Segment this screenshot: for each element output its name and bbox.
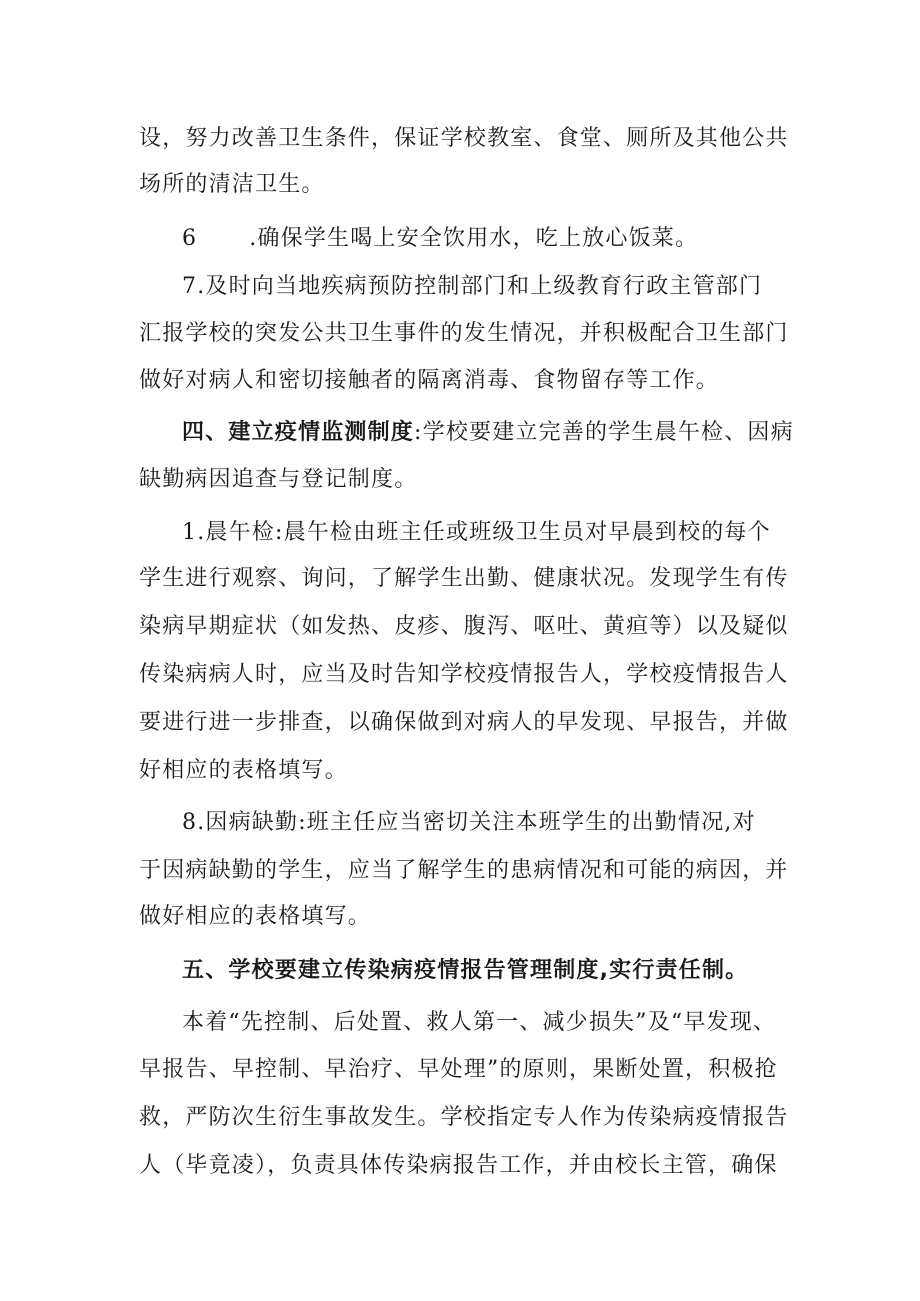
paragraph-line: 设，努力改善卫生条件，保证学校教室、食堂、厕所及其他公共 (139, 126, 789, 151)
item-6-line (182, 224, 862, 254)
paragraph-line: 早报告、早控制、早治疗、早处理”的原则，果断处置，积极抢 (139, 1057, 778, 1082)
section-five-heading: 五、学校要建立传染病疫情报告管理制度,实行责任制。 (182, 958, 749, 983)
paragraph-line: 传染病病人时，应当及时告知学校疫情报告人，学校疫情报告人 (139, 662, 789, 687)
section-four-heading-line (182, 418, 862, 448)
paragraph-line: 汇报学校的突发公共卫生事件的发生情况，并积极配合卫生部门 (139, 321, 789, 346)
paragraph-line: 染病早期症状（如发热、皮疹、腹泻、呕吐、黄疸等）以及疑似 (139, 614, 789, 639)
paragraph-line: 1.晨午检:晨午检由班主任或班级卫生员对早晨到校的每个 (182, 520, 771, 545)
paragraph-line: 做好对病人和密切接触者的隔离消毒、食物留存等工作。 (139, 368, 720, 393)
paragraph-line: 做好相应的表格填写。 (139, 904, 372, 929)
paragraph-line: 缺勤病因追查与登记制度。 (139, 467, 418, 492)
item-text: .确保学生喝上安全饮用水，吃上放心饭菜。 (249, 226, 699, 251)
paragraph-line: 8.因病缺勤:班主任应当密切关注本班学生的出勤情况,对 (182, 810, 756, 835)
paragraph-line: 学生进行观察、询问，了解学生出勤、健康状况。发现学生有传 (139, 566, 789, 591)
paragraph-line: 要进行进一步排查，以确保做到对病人的早发现、早报告，并做 (139, 710, 789, 735)
paragraph-line: 于因病缺勤的学生，应当了解学生的患病情况和可能的病因，并 (139, 858, 789, 883)
paragraph-line: 本着“先控制、后处置、救人第一、减少损失”及“早发现、 (182, 1010, 777, 1035)
paragraph-line: 救，严防次生衍生事故发生。学校指定专人作为传染病疫情报告 (139, 1105, 789, 1130)
paragraph-line: 场所的清洁卫生。 (139, 172, 325, 197)
paragraph-line: 人（毕竟凌），负责具体传染病报告工作，并由校长主管，确保 (139, 1153, 778, 1178)
item-number: 6 (182, 226, 198, 251)
section-heading: 四、建立疫情监测制度 (182, 420, 415, 445)
section-text: :学校要建立完善的学生晨午检、因病 (414, 420, 794, 445)
paragraph-line: 7.及时向当地疾病预防控制部门和上级教育行政主管部门 (182, 274, 763, 299)
paragraph-line: 好相应的表格填写。 (139, 758, 348, 783)
